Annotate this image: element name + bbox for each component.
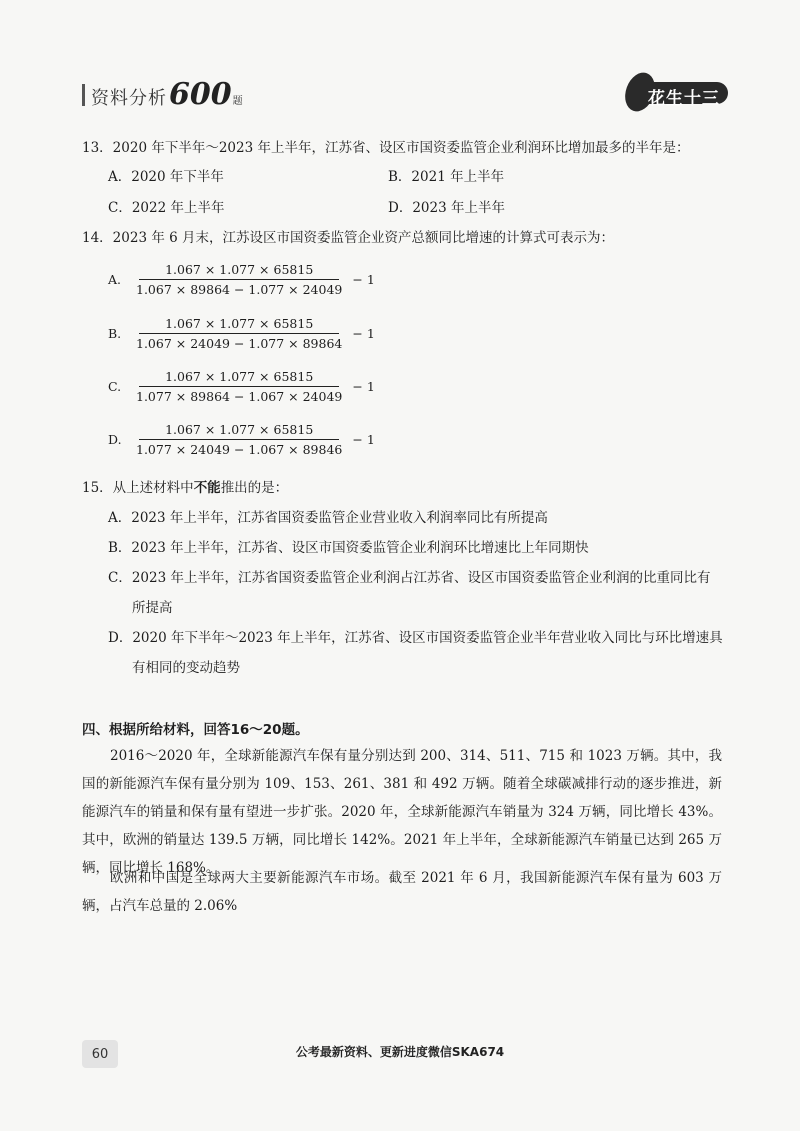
q13-option-a: A．2020 年下半年 — [108, 169, 224, 185]
q15-option-c: C．2023 年上半年，江苏省国资委监管企业利润占江苏省、设区市国资委监管企业利润的比重同比有 — [108, 570, 711, 586]
q15-option-d: D．2020 年下半年～2023 年上半年，江苏省、设区市国资委监管企业半年营业收入同比与环比增速具 — [108, 630, 723, 646]
fraction — [132, 369, 346, 404]
numerator: 1.067 × 1.077 × 65815 — [139, 422, 339, 440]
denominator: 1.077 × 24049 − 1.067 × 89846 — [136, 442, 343, 457]
option-label: B. — [108, 326, 122, 341]
brand-logo — [620, 70, 732, 116]
q13-option-b: B．2021 年上半年 — [388, 169, 505, 185]
denominator: 1.067 × 24049 − 1.077 × 89864 — [136, 336, 343, 351]
denominator: 1.077 × 89864 − 1.067 × 24049 — [136, 389, 343, 404]
denominator: 1.067 × 89864 − 1.077 × 24049 — [136, 282, 343, 297]
q15-option-c-cont: 所提高 — [132, 600, 173, 616]
q15-option-d-cont: 有相同的变动趋势 — [132, 660, 240, 676]
fraction — [132, 262, 346, 297]
stem-suffix: 推出的是： — [220, 480, 289, 496]
book-title-text: 资料分析 — [91, 88, 167, 109]
minus-one: − 1 — [352, 272, 375, 287]
title-bar-decoration — [82, 84, 85, 106]
minus-one: − 1 — [352, 432, 375, 447]
book-title-number: 600 — [169, 77, 232, 112]
q14-option-a — [108, 262, 375, 297]
option-label: C. — [108, 379, 122, 394]
option-label: A. — [108, 272, 122, 287]
q14-option-c — [108, 369, 375, 404]
footer-note: 公考最新资料、更新进度微信SKA674 — [295, 1045, 505, 1059]
q13-option-c: C．2022 年上半年 — [108, 200, 225, 216]
numerator: 1.067 × 1.077 × 65815 — [139, 316, 339, 334]
fraction — [132, 316, 346, 351]
question-13-stem: 13．2020 年下半年～2023 年上半年，江苏省、设区市国资委监管企业利润环比增加最多的半年是： — [82, 140, 690, 156]
material-paragraph-1: 2016～2020 年，全球新能源汽车保有量分别达到 200、314、511、715 和 1023 万辆。其中，我国的新能源汽车保有量分别为 109、153、261、381 和 492 万辆。随着全球碳减排行动的逐步推进，新能源汽车的销量和保有量有望进一步扩张。2020 年，全球新能源汽车销量为 324 万辆，同比增长 43%。其中，欧洲的销量达 139.5 万辆，同比增长 142%。2021 年上半年，全球新能源汽车销量已达到 265 万辆，同比增长 168%。 — [82, 748, 722, 876]
q15-option-b: B．2023 年上半年，江苏省、设区市国资委监管企业利润环比增速比上年同期快 — [108, 540, 589, 556]
section-title: 四、根据所给材料，回答16～20题。 — [82, 722, 309, 738]
q15-option-a: A．2023 年上半年，江苏省国资委监管企业营业收入利润率同比有所提高 — [108, 510, 548, 526]
question-14-stem: 14．2023 年 6 月末，江苏设区市国资委监管企业资产总额同比增速的计算式可表示为： — [82, 230, 614, 246]
q13-option-d: D．2023 年上半年 — [388, 200, 505, 216]
question-15-stem — [82, 478, 288, 498]
q14-option-b — [108, 316, 375, 351]
numerator: 1.067 × 1.077 × 65815 — [139, 369, 339, 387]
material-paragraph-2: 欧洲和中国是全球两大主要新能源汽车市场。截至 2021 年 6 月，我国新能源汽车保有量为 603 万辆，占汽车总量的 2.06% — [82, 870, 722, 914]
stem-prefix: 15．从上述材料中 — [82, 480, 194, 496]
fraction — [132, 422, 346, 457]
q14-option-d — [108, 422, 375, 457]
brand-text: 花生十三 — [648, 89, 720, 109]
minus-one: − 1 — [352, 379, 375, 394]
stem-emphasis: 不能 — [193, 480, 221, 496]
book-title — [82, 77, 243, 112]
page-number: 60 — [82, 1040, 118, 1068]
book-title-suffix: 题 — [232, 96, 243, 107]
option-label: D. — [108, 432, 122, 447]
numerator: 1.067 × 1.077 × 65815 — [139, 262, 339, 280]
minus-one: − 1 — [352, 326, 375, 341]
